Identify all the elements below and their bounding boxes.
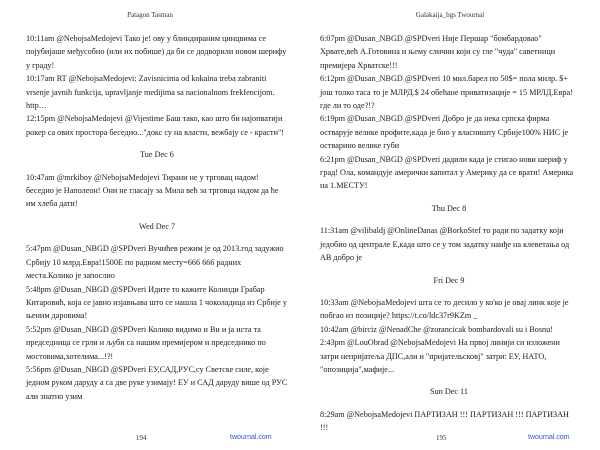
tweet-entry: 8:29am @NebojsaMedojevi ПАРТИЗАН !!! ПАРТИЗАН !!! ПАРТИЗАН !!! bbox=[320, 409, 569, 433]
page-number: 194 bbox=[136, 434, 147, 442]
page-body bbox=[26, 32, 288, 403]
tweet-entry: 12:15pm @NebojsaMedojevi @Vijestime Баш тако, као што би најопватији рокер са ових простора беседио..."докс су на власти, вежбају се - красти"! bbox=[26, 114, 285, 137]
date-heading: Fri Dec 9 bbox=[433, 275, 465, 285]
date-heading: Thu Dec 8 bbox=[431, 203, 467, 213]
right-page bbox=[300, 0, 600, 450]
date-heading: Tue Dec 6 bbox=[140, 150, 174, 160]
tweet-entry: 6:12pm @Dusan_NBGD @SPDveri 10 мил.барел по 50$= пола милр. $+ још толко таса то је МЛРД.$ 24 обећане приватизације = 15 МРЛД.Евра! где ли то оде?!? bbox=[320, 74, 573, 111]
tweet-entry: 2:43pm @LouObrad @NebojsaMedojevi На првој линији си изложени затри непријатеља ДПС,али и "приjательсковј" затри: ЕУ, НАТО, "опозиција",мафије... bbox=[320, 338, 560, 374]
date-heading: Sun Dec 11 bbox=[430, 387, 468, 397]
tweet-entry: 5:52pm @Dusan_NBGD @SPDveri Колико видимо и Ви и ја иста та председница се грли и љуби са нашим премијером и председнико по мостовима,хотелима...!?! bbox=[26, 324, 266, 361]
tweet-entry: 10:47am @mrkiboy @NebojsaMedojevi Тирани не у трговац надом! беседио је Наполеон! Они не гласају за Мила већ за трговца надом да ће им хлеба дати! bbox=[26, 172, 279, 209]
tweet-entry: 6:19pm @Dusan_NBGD @SPDveri Добро је да нека српска фирма остварује велике профите,када је бно у власништу Србије100% НИС је остварино велике губи bbox=[320, 114, 569, 151]
tweet-entry: 6:07pm @Dusan_NBGD @SPDveri Није Першар "бомбардовао" Хрвате,већ А.Готовина и њему слични који су гле "чуда" саветници премијера Хрватске!!! bbox=[320, 34, 556, 70]
footer-link[interactable]: twournal.com bbox=[528, 434, 570, 441]
running-header: Patagon Tasman bbox=[127, 11, 173, 19]
tweet-entry: 5:48pm @Dusan_NBGD @SPDveri Идите то кажите Колинди Грабар Китаровић, која се јавно изјавњава што се нашла 1 чоколадица из Србије у њеним даровима! bbox=[26, 284, 287, 321]
tweet-entry: 5:56pm @Dusan_NBGD @SPDveri ЕУ,САД,РУС,су Светске силе, које једном руком даруду а са две руке узимају! ЕУ и САД даруду више од РУС али знатно узим bbox=[26, 364, 288, 401]
footer-link[interactable]: twournal.com bbox=[230, 434, 272, 441]
tweet-entry: 5:47pm @Dusan_NBGD @SPDveri Вучићев режим је од 2013.год задужио Србију 10 млрд.Евра!1500Е по радном месту=666 666 радних места.Колико је запослио bbox=[26, 244, 284, 281]
running-header: Galakaija_bgs Twournal bbox=[415, 11, 485, 19]
date-heading: Wed Dec 7 bbox=[138, 221, 176, 231]
tweet-entry: 6:21pm @Dusan_NBGD @SPDveri дадили када је стигао нови шериф у град! Ола, командује амерички капитал у Америку да се врати! Америка на 1.МЕСТУ! bbox=[320, 154, 574, 191]
page-number: 195 bbox=[436, 434, 447, 442]
page-body bbox=[320, 32, 578, 435]
tweet-entry: 11:31am @vilibaldj @OnlineDanas @BorkoStef то ради по задатку који једобио од централе Е,када што се у том задатку наиђе на клеветања од АВ добро је bbox=[320, 226, 570, 263]
tweet-entry: 10:33am @NebojsaMedojevi шта се то десило у ко'ко је овај линк које је побгао из позиције? https://t.co/ldc37r9KZm _ bbox=[320, 297, 569, 321]
tweet-entry: 10:42am @birciz @NenadChe @zorancicak bombardovali su i Bosnu! bbox=[320, 324, 553, 334]
tweet-entry: 10:17am RT @NebojsaMedojevi: Zavisnicima od kokaina treba zabraniti vrsenje javnih funkcija, upravljanje medijima sa nacionalnom frekfencijom. http… bbox=[26, 74, 275, 111]
tweet-entry: 10:11am @NebojsaMedojevi Тако је! ову у блиндираним цинцвима се појубијаше међусобно (или их побише) да би се додворили новом шерифу у граду! bbox=[26, 34, 287, 70]
